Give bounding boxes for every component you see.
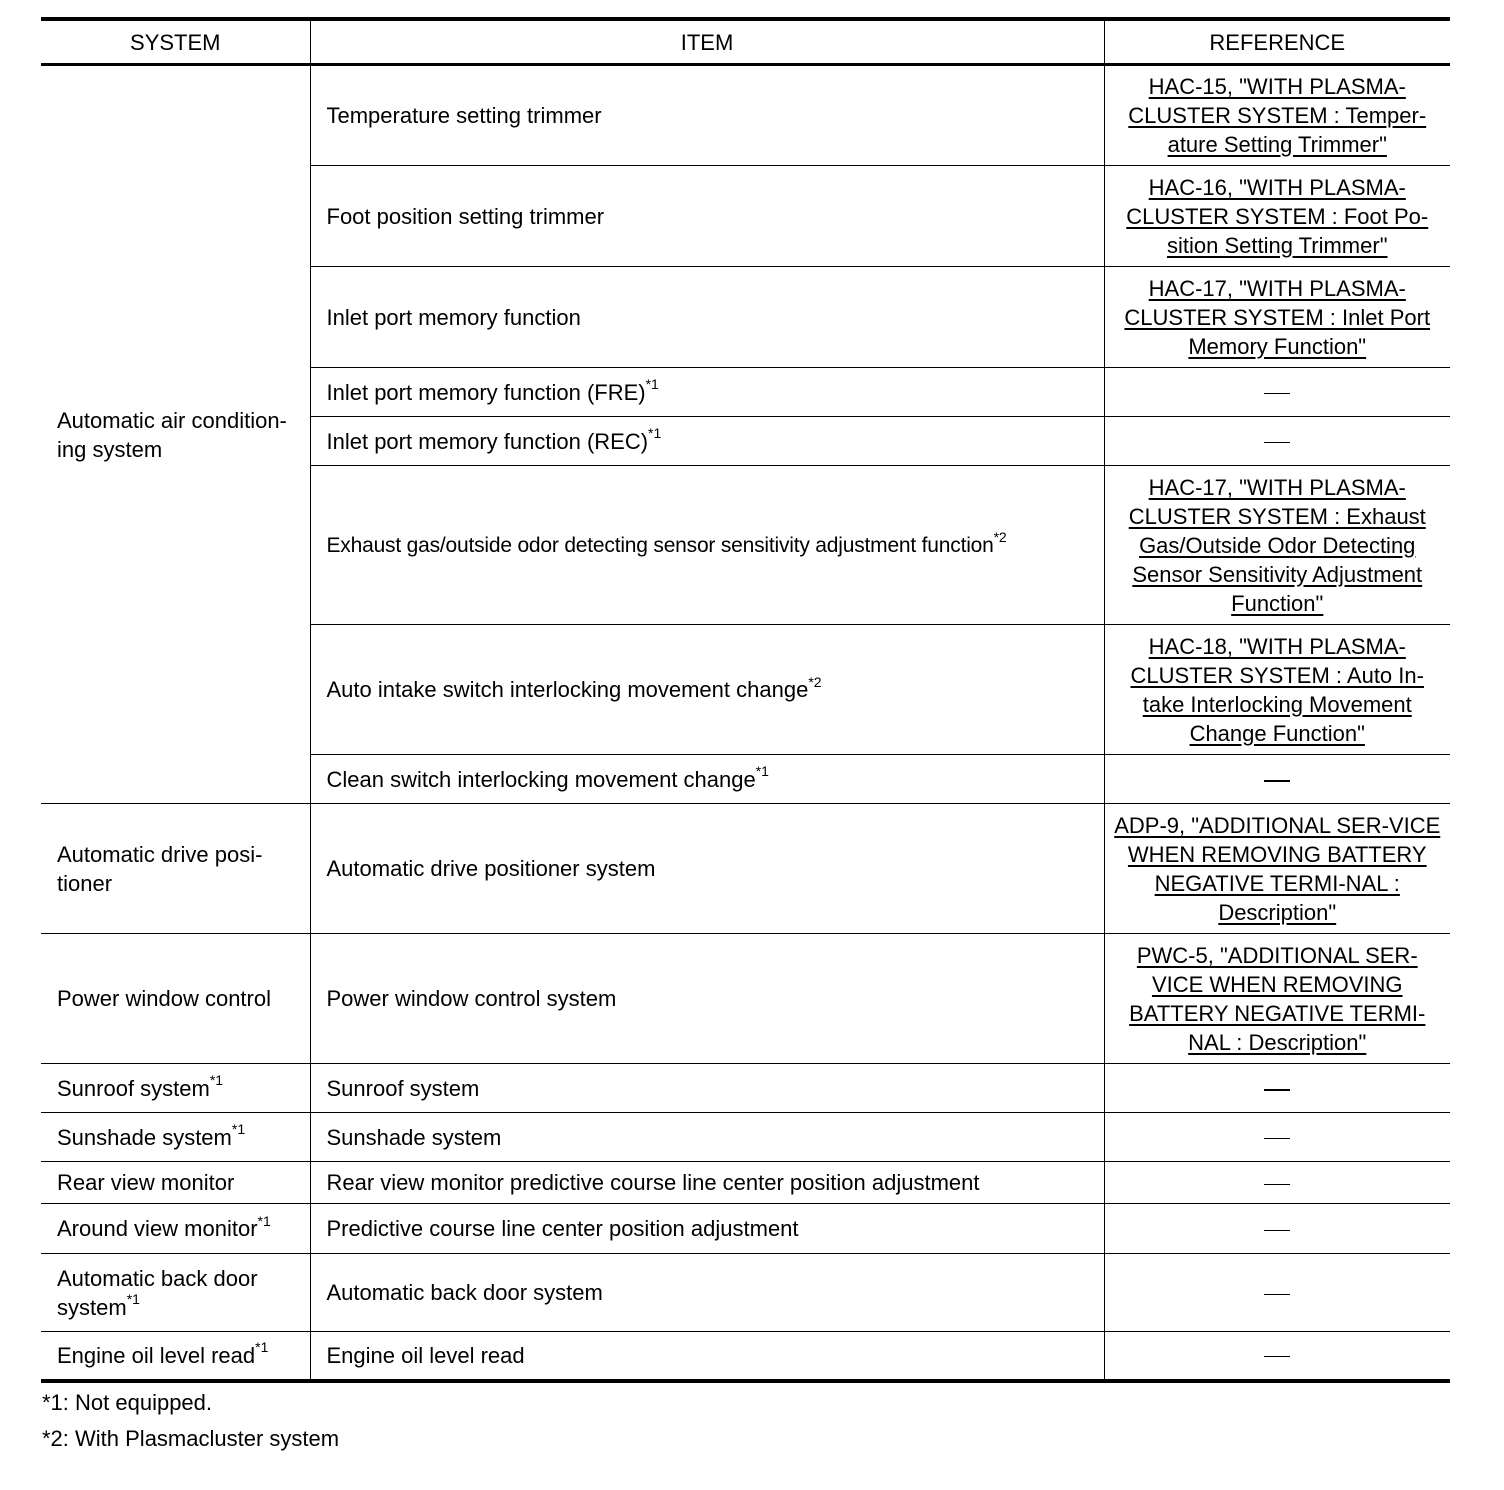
reference-cell (1104, 1162, 1450, 1204)
system-cell (41, 934, 310, 1064)
reference-link[interactable]: HAC-16, "WITH PLASMA-CLUSTER SYSTEM : Foot Po-sition Setting Trimmer" (1126, 174, 1429, 258)
item-cell (310, 1254, 1104, 1332)
item-cell (310, 417, 1104, 466)
reference-dash (1264, 1230, 1290, 1231)
footnote-marker: *2 (993, 528, 1007, 545)
item-label: Sunshade system (326, 1124, 502, 1150)
item-cell (310, 804, 1104, 934)
footnote-marker: *1 (755, 763, 769, 780)
system-cell (41, 1113, 310, 1162)
system-label: Engine oil level read (57, 1342, 256, 1368)
system-cell (41, 804, 310, 934)
reference-link[interactable]: ADP-9, "ADDITIONAL SER-VICE WHEN REMOVING BATTERY NEGATIVE TERMI-NAL : Description" (1114, 812, 1441, 925)
table-header-row (41, 19, 1450, 65)
reference-cell (1104, 65, 1450, 166)
column-header-item: ITEM (310, 19, 1104, 65)
table-row (41, 934, 1450, 1064)
item-label: Exhaust gas/outside odor detecting sensor sensitivity adjustment function (326, 533, 994, 557)
item-label: Engine oil level read (326, 1342, 525, 1368)
item-cell (310, 1332, 1104, 1381)
footnote-2: *2: With Plasmacluster system (42, 1426, 340, 1451)
footnote-marker: *1 (255, 1339, 269, 1356)
item-label: Inlet port memory function (REC) (326, 428, 649, 454)
system-cell (41, 1254, 310, 1332)
item-cell (310, 1064, 1104, 1113)
footnote-marker: *1 (645, 376, 659, 393)
item-cell (310, 466, 1104, 625)
settings-table (41, 17, 1450, 1383)
table-row (41, 1162, 1450, 1204)
column-header-system: SYSTEM (41, 19, 310, 65)
item-cell (310, 1113, 1104, 1162)
reference-dash (1264, 1138, 1290, 1139)
reference-dash (1264, 1294, 1290, 1295)
system-label: Around view monitor (57, 1216, 258, 1241)
item-label: Power window control system (326, 986, 617, 1011)
table-row (41, 1254, 1450, 1332)
footnote-marker: *1 (126, 1291, 140, 1308)
item-label: Rear view monitor predictive course line center position adjustment (326, 1170, 980, 1195)
reference-cell (1104, 625, 1450, 755)
reference-cell (1104, 267, 1450, 368)
reference-cell (1104, 804, 1450, 934)
reference-cell (1104, 934, 1450, 1064)
table-row (41, 1113, 1450, 1162)
reference-cell (1104, 417, 1450, 466)
reference-dash (1264, 393, 1290, 394)
footnote-1: *1: Not equipped. (42, 1390, 213, 1415)
item-label: Auto intake switch interlocking movement change (326, 677, 809, 702)
item-label: Predictive course line center position adjustment (326, 1216, 799, 1241)
item-label: Inlet port memory function (326, 304, 581, 330)
reference-dash (1264, 780, 1290, 782)
footnote-marker: *1 (257, 1212, 271, 1229)
reference-dash (1264, 1089, 1290, 1091)
reference-link[interactable]: HAC-15, "WITH PLASMA-CLUSTER SYSTEM : Temper-ature Setting Trimmer" (1128, 74, 1427, 157)
system-cell (41, 1204, 310, 1254)
reference-cell (1104, 755, 1450, 804)
system-label: Power window control (57, 986, 271, 1011)
item-cell (310, 368, 1104, 417)
system-cell (41, 65, 310, 804)
system-cell (41, 1332, 310, 1381)
reference-link[interactable]: HAC-17, "WITH PLASMA-CLUSTER SYSTEM : Exhaust Gas/Outside Odor Detecting Sensor Sensitivity Adjustment Function" (1128, 474, 1426, 616)
system-label: Automatic drive posi-tioner (57, 841, 263, 896)
system-cell (41, 1162, 310, 1204)
item-cell (310, 65, 1104, 166)
item-label: Foot position setting trimmer (326, 203, 605, 229)
table-row (41, 1064, 1450, 1113)
reference-dash (1264, 1356, 1290, 1357)
reference-cell (1104, 1064, 1450, 1113)
item-label: Automatic back door system (326, 1280, 603, 1305)
table-row (41, 65, 1450, 166)
system-label: Automatic air condition-ing system (57, 407, 287, 462)
item-label: Inlet port memory function (FRE) (326, 379, 646, 405)
item-label: Automatic drive positioner system (326, 856, 656, 881)
footnote-marker: *2 (808, 673, 822, 690)
table-row (41, 1332, 1450, 1381)
reference-link[interactable]: HAC-17, "WITH PLASMA-CLUSTER SYSTEM : Inlet Port Memory Function" (1124, 275, 1431, 359)
item-cell (310, 166, 1104, 267)
reference-cell (1104, 1204, 1450, 1254)
column-header-reference: REFERENCE (1104, 19, 1450, 65)
system-label: Rear view monitor (57, 1170, 235, 1195)
item-label: Clean switch interlocking movement change (326, 766, 756, 792)
item-cell (310, 1204, 1104, 1254)
reference-cell (1104, 1332, 1450, 1381)
item-cell (310, 267, 1104, 368)
item-cell (310, 755, 1104, 804)
reference-cell (1104, 466, 1450, 625)
reference-cell (1104, 1254, 1450, 1332)
system-label: Automatic back door system (57, 1265, 258, 1320)
item-label: Temperature setting trimmer (326, 103, 602, 128)
item-cell (310, 625, 1104, 755)
footnote-marker: *1 (648, 425, 662, 442)
reference-cell (1104, 166, 1450, 267)
footnote-marker: *1 (231, 1121, 246, 1138)
item-cell (310, 1162, 1104, 1204)
system-label: Sunshade system (57, 1124, 232, 1150)
footnote-marker: *1 (209, 1072, 224, 1089)
reference-cell (1104, 368, 1450, 417)
reference-dash (1264, 442, 1290, 443)
reference-cell (1104, 1113, 1450, 1162)
reference-link[interactable]: HAC-18, "WITH PLASMA-CLUSTER SYSTEM : Auto In-take Interlocking Movement Change Function" (1130, 633, 1424, 746)
table-row (41, 804, 1450, 934)
item-label: Sunroof system (326, 1075, 480, 1101)
table-row (41, 1204, 1450, 1254)
reference-dash (1264, 1184, 1290, 1185)
system-label: Sunroof system (57, 1075, 210, 1101)
reference-link[interactable]: PWC-5, "ADDITIONAL SER-VICE WHEN REMOVING BATTERY NEGATIVE TERMI-NAL : Description" (1129, 942, 1426, 1055)
item-cell (310, 934, 1104, 1064)
system-cell (41, 1064, 310, 1113)
